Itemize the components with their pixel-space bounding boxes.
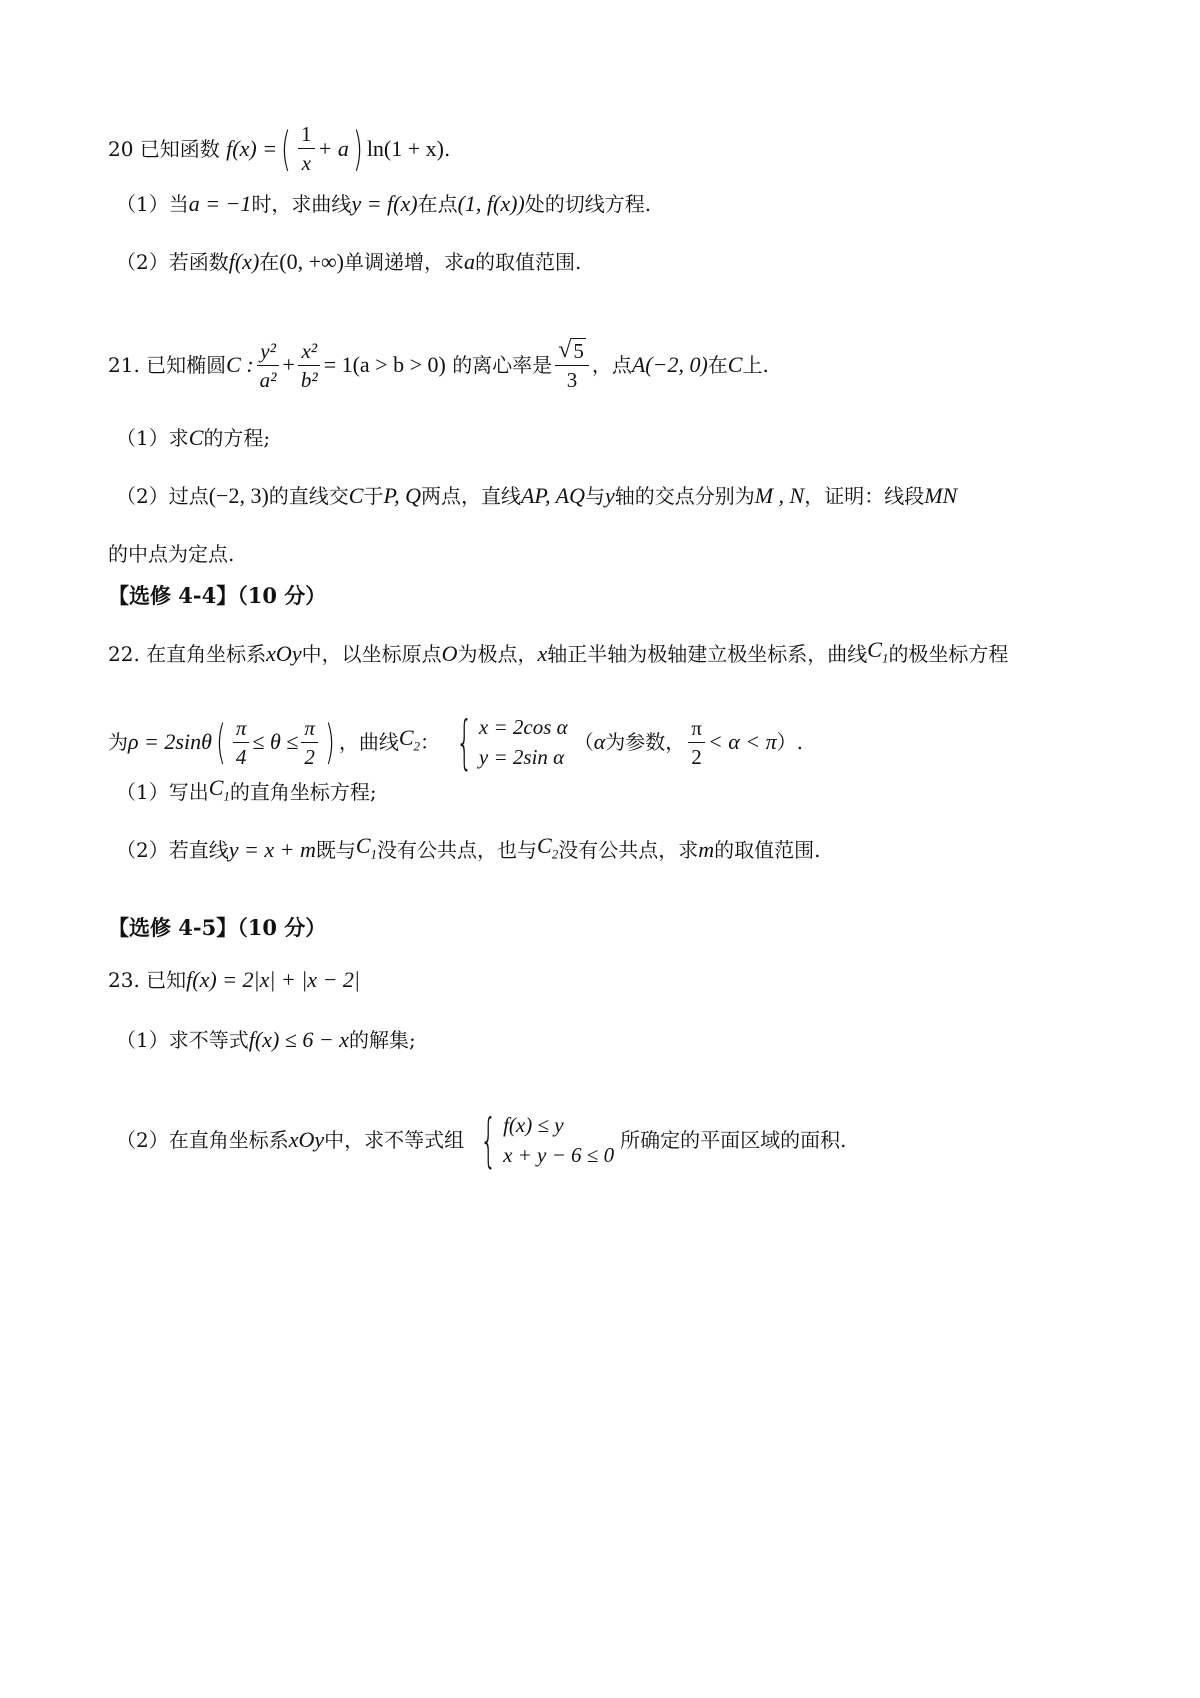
- q20-function-lhs: f(x) =: [226, 135, 278, 161]
- text: 单调递增，求: [344, 250, 465, 274]
- q22-param-system: [446, 708, 568, 776]
- text: （1）求: [116, 426, 189, 450]
- math: f(x): [228, 249, 260, 274]
- math: P, Q: [383, 483, 421, 508]
- q20-stem: [108, 122, 450, 175]
- q21-part2: [116, 482, 957, 510]
- math: xOy: [288, 1127, 325, 1152]
- fraction-numerator: π: [233, 716, 250, 743]
- math: [209, 774, 230, 810]
- math: a = −1: [188, 191, 252, 216]
- text: 所确定的平面区域的面积.: [620, 1128, 847, 1152]
- math: (−2, 3): [208, 483, 269, 508]
- q22-stem-line2: [108, 708, 803, 776]
- text: 处的切线方程.: [524, 192, 652, 216]
- math: C: [398, 724, 414, 750]
- math: m: [698, 837, 715, 863]
- math: C :: [226, 352, 254, 377]
- period: .: [443, 136, 451, 161]
- math: M , N: [754, 483, 805, 508]
- math: C: [727, 352, 743, 377]
- text: （1）当: [116, 192, 189, 216]
- q20-stem-text: 20 已知函数: [108, 136, 220, 161]
- math: [537, 832, 558, 868]
- text: 的中点为定点.: [108, 542, 235, 566]
- q20-part1: [116, 190, 651, 218]
- q23-stem: [108, 966, 360, 994]
- fraction-denominator: x: [301, 151, 311, 175]
- math: (0, +∞): [279, 249, 345, 274]
- fraction-denominator: 4: [235, 744, 247, 769]
- subscript: 2: [413, 738, 421, 754]
- text: 21. 已知椭圆: [108, 353, 227, 377]
- system-row: x = 2cos α: [478, 715, 568, 739]
- math: y: [604, 483, 615, 508]
- q21-stem: [108, 338, 769, 392]
- q21-fraction-2: [298, 339, 321, 392]
- text: 的直角坐标方程;: [229, 780, 377, 805]
- q21-part1: [116, 424, 270, 452]
- text: （2）在直角坐标系: [116, 1128, 289, 1152]
- text: （1）写出: [116, 780, 209, 805]
- section-4-4: 【选修 4-4】（10 分）: [108, 583, 327, 608]
- fraction: [233, 716, 250, 769]
- text: 23. 已知: [108, 968, 187, 992]
- math: [867, 636, 888, 672]
- math: C: [188, 425, 204, 450]
- subscript: 2: [551, 846, 559, 862]
- q22-stem: [108, 636, 1008, 672]
- q21-eccentricity: [555, 338, 589, 392]
- text: 时，求曲线: [251, 192, 352, 216]
- q20-ln-term: ln(1 + x): [366, 135, 444, 161]
- text: 没有公共点，求: [558, 838, 699, 863]
- text: 的取值范围.: [475, 250, 582, 274]
- math: A(−2, 0): [631, 352, 708, 377]
- math: C: [867, 637, 882, 662]
- brace-icon: {: [456, 708, 473, 776]
- text: 为参数，: [605, 730, 686, 754]
- math: y = x + m: [228, 837, 316, 863]
- fraction-denominator: 2: [304, 744, 315, 769]
- text: 的极坐标方程: [888, 642, 1009, 667]
- system-row: y = 2sin α: [478, 745, 565, 769]
- math: [399, 724, 420, 760]
- text: 的直线交: [268, 484, 349, 508]
- text: 的方程;: [203, 426, 271, 450]
- q23-part1: [116, 1026, 416, 1054]
- q21-fraction-1: [257, 339, 280, 392]
- math: f(x) ≤ 6 − x: [248, 1027, 349, 1052]
- math: C: [348, 483, 364, 508]
- fraction-numerator: π: [301, 716, 318, 743]
- text: 为: [108, 730, 128, 754]
- text: 两点，直线: [420, 484, 521, 508]
- math: C: [208, 775, 224, 800]
- fraction: [301, 716, 318, 769]
- subscript: 1: [223, 788, 230, 804]
- text: （2）若直线: [116, 838, 229, 863]
- math: x: [537, 641, 548, 667]
- fraction-denominator: 2: [691, 744, 702, 769]
- fraction-numerator: x²: [298, 339, 320, 366]
- math: (1, f(x)): [457, 191, 525, 216]
- radicand: 5: [573, 339, 584, 363]
- section-4-5: 【选修 4-5】（10 分）: [108, 915, 327, 940]
- text: 中，求不等式组: [324, 1128, 465, 1152]
- math: AP, AQ: [520, 483, 585, 508]
- text: 的解集;: [348, 1028, 416, 1052]
- math: C: [355, 833, 371, 858]
- subscript: 1: [881, 650, 889, 666]
- system-row: x + y − 6 ≤ 0: [503, 1143, 615, 1167]
- sqrt-icon: √ 5: [558, 337, 584, 363]
- system-row: f(x) ≤ y: [503, 1113, 564, 1137]
- math: α: [593, 729, 606, 754]
- text: 在点: [417, 192, 458, 216]
- text: 的离心率是: [452, 353, 553, 377]
- math: O: [441, 641, 458, 667]
- math: = 1(a > b > 0): [323, 352, 446, 377]
- right-paren: ): [324, 715, 335, 769]
- fraction-denominator: a²: [259, 367, 277, 392]
- text: 为极点，: [457, 642, 538, 667]
- text: 于: [363, 484, 384, 508]
- q22-part1: [116, 774, 377, 810]
- q20-part2: [116, 248, 581, 276]
- right-paren: ): [352, 121, 363, 176]
- text: ：: [420, 730, 441, 754]
- left-paren: (: [215, 715, 226, 769]
- text: ，点: [591, 353, 632, 377]
- fraction-numerator: π: [688, 716, 705, 743]
- math: C: [537, 833, 552, 858]
- fraction-denominator: 3: [566, 368, 578, 392]
- text: 22. 在直角坐标系: [108, 642, 267, 667]
- q23-inequality-system: [470, 1106, 615, 1174]
- text: （1）求不等式: [116, 1028, 249, 1052]
- q21-part2-cont: [108, 540, 234, 568]
- fraction-numerator: 1: [298, 122, 315, 149]
- math: ρ = 2sinθ: [128, 729, 212, 754]
- text: 在: [707, 353, 728, 377]
- math: y = f(x): [351, 191, 418, 216]
- math: a: [464, 249, 476, 274]
- brace-icon: {: [480, 1106, 497, 1174]
- q20-plus-a: + a: [317, 135, 349, 161]
- text: 没有公共点，也与: [377, 838, 538, 863]
- text: 的取值范围.: [714, 838, 821, 863]
- text: （2）若函数: [116, 250, 229, 274]
- text: 中，以坐标原点: [301, 642, 442, 667]
- text: 既与: [315, 838, 356, 863]
- text: 在: [259, 250, 280, 274]
- q20-fraction: [298, 122, 315, 175]
- text: （2）过点: [116, 484, 209, 508]
- q23-part2: [116, 1106, 847, 1174]
- q22-part2: [116, 832, 820, 868]
- math: +: [282, 352, 295, 377]
- math: MN: [924, 483, 958, 508]
- math: f(x) = 2|x| + |x − 2|: [186, 967, 360, 992]
- math: < α < π: [707, 729, 777, 754]
- fraction: [688, 716, 705, 769]
- text: （: [573, 730, 594, 754]
- text: 与: [584, 484, 605, 508]
- left-paren: (: [281, 121, 291, 176]
- fraction-numerator: y²: [257, 339, 279, 366]
- math: ≤ θ ≤: [252, 729, 299, 754]
- fraction-denominator: b²: [300, 367, 318, 392]
- math: [356, 832, 377, 868]
- text: 轴正半轴为极轴建立极坐标系，曲线: [547, 642, 868, 667]
- text: 上.: [742, 353, 769, 377]
- text: ，曲线: [338, 730, 399, 754]
- math: xOy: [266, 641, 302, 667]
- text: 轴的交点分别为: [614, 484, 755, 508]
- subscript: 1: [370, 846, 378, 862]
- text: ，证明：线段: [804, 484, 925, 508]
- text: ）.: [776, 730, 803, 754]
